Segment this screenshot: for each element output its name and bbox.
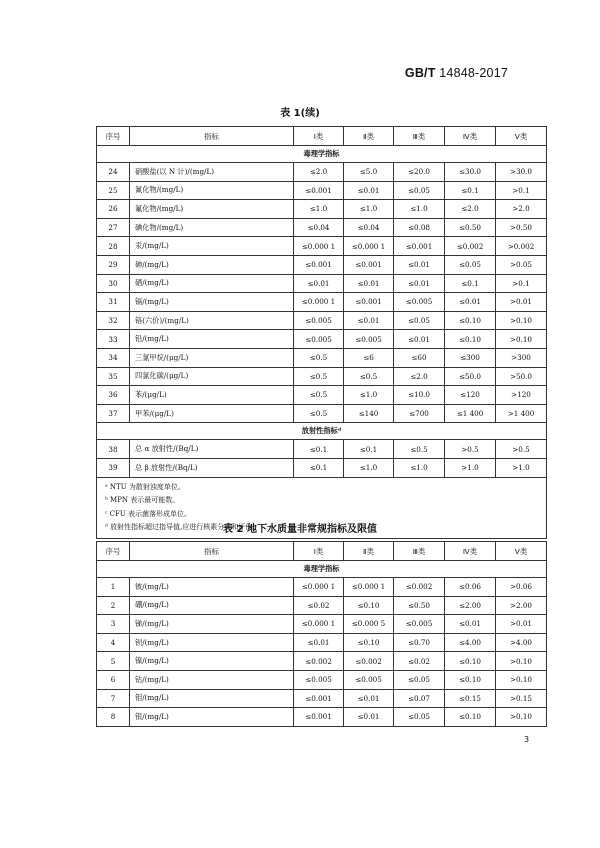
- cell-indicator: 氟化物/(mg/L): [130, 200, 294, 219]
- cell-class-1: ≤2.0: [294, 163, 344, 182]
- cell-class-3: ≤0.01: [394, 274, 445, 293]
- cell-index: 3: [97, 615, 130, 634]
- cell-class-5: >2.0: [496, 200, 547, 219]
- cell-class-2: ≤0.04: [344, 218, 394, 237]
- table-row: [97, 689, 547, 708]
- table-row: [97, 348, 547, 367]
- cell-class-4: ≤0.50: [445, 218, 496, 237]
- table-row: [97, 293, 547, 312]
- cell-class-4: ≤120: [445, 386, 496, 405]
- cell-class-3: ≤2.0: [394, 367, 445, 386]
- cell-class-2: ≤0.10: [344, 633, 394, 652]
- col-header-class-4: Ⅳ类: [445, 542, 496, 561]
- table1-header-row: [97, 127, 547, 146]
- cell-class-3: ≤1.0: [394, 458, 445, 477]
- cell-class-1: ≤1.0: [294, 200, 344, 219]
- footnote: ᵇ MPN 表示最可能数。: [105, 496, 180, 504]
- cell-indicator: 苯/(μg/L): [130, 386, 294, 405]
- cell-index: 28: [97, 237, 130, 256]
- cell-class-3: ≤20.0: [394, 163, 445, 182]
- col-header-class-4: Ⅳ类: [445, 127, 496, 146]
- cell-class-3: ≤0.002: [394, 578, 445, 597]
- cell-class-4: ≤0.10: [445, 708, 496, 727]
- cell-class-3: ≤0.05: [394, 311, 445, 330]
- cell-class-3: ≤0.005: [394, 293, 445, 312]
- cell-index: 6: [97, 670, 130, 689]
- cell-class-1: ≤0.001: [294, 255, 344, 274]
- cell-class-3: ≤10.0: [394, 386, 445, 405]
- cell-indicator: 四氯化碳/(μg/L): [130, 367, 294, 386]
- cell-class-2: ≤0.5: [344, 367, 394, 386]
- cell-class-1: ≤0.04: [294, 218, 344, 237]
- cell-class-1: ≤0.1: [294, 440, 344, 459]
- cell-class-5: >0.15: [496, 689, 547, 708]
- cell-indicator: 砷/(mg/L): [130, 255, 294, 274]
- standard-code: [405, 66, 508, 80]
- cell-class-5: >0.10: [496, 311, 547, 330]
- cell-index: 36: [97, 386, 130, 405]
- cell-class-2: ≤0.000 1: [344, 237, 394, 256]
- table-row: [97, 255, 547, 274]
- cell-class-1: ≤0.001: [294, 708, 344, 727]
- table2-caption: 表 2 地下水质量非常规指标及限值: [223, 524, 377, 535]
- cell-class-5: >120: [496, 386, 547, 405]
- cell-class-4: ≤0.01: [445, 293, 496, 312]
- table2: [96, 541, 547, 727]
- cell-index: 8: [97, 708, 130, 727]
- cell-indicator: 硼/(mg/L): [130, 596, 294, 615]
- section-row-radioactivity: [97, 423, 547, 440]
- cell-class-1: ≤0.005: [294, 670, 344, 689]
- cell-class-4: ≤0.15: [445, 689, 496, 708]
- standard-number: 14848-2017: [439, 66, 508, 80]
- cell-class-4: ≤30.0: [445, 163, 496, 182]
- cell-class-2: ≤0.10: [344, 596, 394, 615]
- cell-class-5: >30.0: [496, 163, 547, 182]
- cell-indicator: 硝酸盐(以 N 计)/(mg/L): [130, 163, 294, 182]
- cell-class-2: ≤0.01: [344, 689, 394, 708]
- cell-class-3: ≤0.05: [394, 181, 445, 200]
- cell-class-1: ≤0.001: [294, 181, 344, 200]
- cell-class-5: >0.1: [496, 181, 547, 200]
- table-row: [97, 163, 547, 182]
- section-label: 毒理学指标: [97, 561, 547, 578]
- col-header-class-3: Ⅲ类: [394, 542, 445, 561]
- cell-class-1: ≤0.005: [294, 330, 344, 349]
- cell-class-4: ≤0.10: [445, 652, 496, 671]
- cell-class-4: ≤4.00: [445, 633, 496, 652]
- cell-class-1: ≤0.5: [294, 404, 344, 423]
- cell-class-2: ≤0.01: [344, 274, 394, 293]
- cell-class-5: >0.50: [496, 218, 547, 237]
- section-label: 放射性指标ᵈ: [97, 423, 547, 440]
- cell-class-2: ≤1.0: [344, 458, 394, 477]
- cell-class-5: >2.00: [496, 596, 547, 615]
- cell-class-1: ≤0.001: [294, 689, 344, 708]
- cell-indicator: 铍/(mg/L): [130, 578, 294, 597]
- page-number: 3: [524, 735, 530, 744]
- cell-indicator: 钡/(mg/L): [130, 633, 294, 652]
- table-row: [97, 367, 547, 386]
- cell-index: 1: [97, 578, 130, 597]
- cell-index: 7: [97, 689, 130, 708]
- cell-class-2: ≤0.002: [344, 652, 394, 671]
- table-row: [97, 311, 547, 330]
- section-row-toxicology: [97, 146, 547, 163]
- cell-class-5: >300: [496, 348, 547, 367]
- cell-class-5: >0.10: [496, 652, 547, 671]
- table-row: [97, 404, 547, 423]
- section-label: 毒理学指标: [97, 146, 547, 163]
- cell-class-1: ≤0.000 1: [294, 293, 344, 312]
- cell-class-2: ≤0.01: [344, 708, 394, 727]
- cell-class-5: >0.10: [496, 708, 547, 727]
- cell-class-2: ≤0.1: [344, 440, 394, 459]
- cell-class-5: >0.10: [496, 670, 547, 689]
- cell-class-3: ≤0.70: [394, 633, 445, 652]
- cell-class-1: ≤0.000 1: [294, 578, 344, 597]
- table-row: [97, 578, 547, 597]
- cell-class-2: ≤6: [344, 348, 394, 367]
- cell-indicator: 甲苯/(μg/L): [130, 404, 294, 423]
- cell-class-4: ≤0.06: [445, 578, 496, 597]
- cell-class-1: ≤0.000 1: [294, 237, 344, 256]
- cell-class-3: ≤1.0: [394, 200, 445, 219]
- table2-header-row: [97, 542, 547, 561]
- col-header-class-2: Ⅱ类: [344, 127, 394, 146]
- table-row: [97, 458, 547, 477]
- table-row: [97, 218, 547, 237]
- cell-index: 39: [97, 458, 130, 477]
- cell-class-1: ≤0.01: [294, 274, 344, 293]
- cell-class-2: ≤0.005: [344, 670, 394, 689]
- col-header-class-2: Ⅱ类: [344, 542, 394, 561]
- cell-class-5: >1 400: [496, 404, 547, 423]
- col-header-class-3: Ⅲ类: [394, 127, 445, 146]
- cell-index: 25: [97, 181, 130, 200]
- cell-indicator: 铅/(mg/L): [130, 330, 294, 349]
- cell-index: 31: [97, 293, 130, 312]
- cell-class-1: ≤0.000 1: [294, 615, 344, 634]
- table-row: [97, 670, 547, 689]
- cell-class-3: ≤0.5: [394, 440, 445, 459]
- table-row: [97, 237, 547, 256]
- standard-prefix: GB/T: [404, 66, 436, 80]
- cell-index: 5: [97, 652, 130, 671]
- cell-index: 27: [97, 218, 130, 237]
- cell-class-3: ≤0.07: [394, 689, 445, 708]
- cell-class-4: ≤0.002: [445, 237, 496, 256]
- cell-class-3: ≤0.01: [394, 330, 445, 349]
- section-row-toxicology: [97, 561, 547, 578]
- cell-class-3: ≤0.01: [394, 255, 445, 274]
- cell-indicator: 碘化物/(mg/L): [130, 218, 294, 237]
- cell-class-2: ≤0.005: [344, 330, 394, 349]
- cell-class-3: ≤0.08: [394, 218, 445, 237]
- cell-index: 4: [97, 633, 130, 652]
- cell-class-2: ≤140: [344, 404, 394, 423]
- cell-class-5: >0.06: [496, 578, 547, 597]
- cell-class-1: ≤0.01: [294, 633, 344, 652]
- cell-class-1: ≤0.5: [294, 386, 344, 405]
- cell-class-5: >0.05: [496, 255, 547, 274]
- cell-class-5: >0.01: [496, 615, 547, 634]
- cell-indicator: 铬(六价)/(mg/L): [130, 311, 294, 330]
- cell-index: 26: [97, 200, 130, 219]
- cell-class-5: >50.0: [496, 367, 547, 386]
- table-row: [97, 274, 547, 293]
- cell-class-3: ≤0.50: [394, 596, 445, 615]
- cell-class-5: >0.01: [496, 293, 547, 312]
- cell-class-4: ≤0.01: [445, 615, 496, 634]
- cell-indicator: 钼/(mg/L): [130, 689, 294, 708]
- cell-class-2: ≤5.0: [344, 163, 394, 182]
- cell-index: 32: [97, 311, 130, 330]
- cell-class-2: ≤0.000 1: [344, 578, 394, 597]
- cell-class-1: ≤0.1: [294, 458, 344, 477]
- col-header-indicator: 指标: [130, 542, 294, 561]
- cell-class-4: ≤50.0: [445, 367, 496, 386]
- cell-index: 38: [97, 440, 130, 459]
- cell-indicator: 总 β 放射性/(Bq/L): [130, 458, 294, 477]
- cell-class-4: ≤2.0: [445, 200, 496, 219]
- cell-class-1: ≤0.5: [294, 367, 344, 386]
- cell-class-3: ≤0.05: [394, 670, 445, 689]
- table-row: [97, 330, 547, 349]
- cell-class-3: ≤700: [394, 404, 445, 423]
- cell-class-5: >0.002: [496, 237, 547, 256]
- table-row: [97, 615, 547, 634]
- cell-index: 30: [97, 274, 130, 293]
- cell-index: 29: [97, 255, 130, 274]
- cell-class-5: >1.0: [496, 458, 547, 477]
- col-header-index: 序号: [97, 127, 130, 146]
- cell-class-3: ≤0.05: [394, 708, 445, 727]
- cell-class-2: ≤0.001: [344, 293, 394, 312]
- col-header-class-1: Ⅰ类: [294, 542, 344, 561]
- footnote: ᶜ CFU 表示菌落形成单位。: [105, 509, 191, 518]
- cell-index: 35: [97, 367, 130, 386]
- cell-class-4: ≤300: [445, 348, 496, 367]
- cell-indicator: 总 α 放射性/(Bq/L): [130, 440, 294, 459]
- table-row: [97, 386, 547, 405]
- cell-class-2: ≤0.01: [344, 181, 394, 200]
- footnote: ᵃ NTU 为散射浊度单位。: [105, 482, 185, 491]
- cell-indicator: 锑/(mg/L): [130, 615, 294, 634]
- cell-class-4: >0.5: [445, 440, 496, 459]
- table-row: [97, 440, 547, 459]
- cell-indicator: 汞/(mg/L): [130, 237, 294, 256]
- cell-class-2: ≤1.0: [344, 200, 394, 219]
- cell-indicator: 硒/(mg/L): [130, 274, 294, 293]
- cell-class-1: ≤0.5: [294, 348, 344, 367]
- cell-indicator: 银/(mg/L): [130, 708, 294, 727]
- cell-class-4: ≤2.00: [445, 596, 496, 615]
- cell-class-4: ≤0.05: [445, 255, 496, 274]
- col-header-indicator: 指标: [130, 127, 294, 146]
- cell-indicator: 三氯甲烷/(μg/L): [130, 348, 294, 367]
- cell-class-2: ≤0.01: [344, 311, 394, 330]
- cell-indicator: 镍/(mg/L): [130, 652, 294, 671]
- cell-class-5: >0.5: [496, 440, 547, 459]
- table-row: [97, 652, 547, 671]
- cell-class-1: ≤0.02: [294, 596, 344, 615]
- cell-class-5: >0.10: [496, 330, 547, 349]
- col-header-class-5: Ⅴ类: [496, 127, 547, 146]
- cell-class-5: >0.1: [496, 274, 547, 293]
- cell-class-2: ≤1.0: [344, 386, 394, 405]
- cell-indicator: 氰化物/(mg/L): [130, 181, 294, 200]
- cell-class-3: ≤0.001: [394, 237, 445, 256]
- cell-index: 2: [97, 596, 130, 615]
- table-row: [97, 708, 547, 727]
- cell-class-2: ≤0.001: [344, 255, 394, 274]
- cell-class-4: ≤0.1: [445, 181, 496, 200]
- table1-caption: 表 1(续): [280, 108, 320, 119]
- table-row: [97, 633, 547, 652]
- table-row: [97, 596, 547, 615]
- cell-class-3: ≤0.02: [394, 652, 445, 671]
- cell-index: 33: [97, 330, 130, 349]
- cell-class-3: ≤60: [394, 348, 445, 367]
- cell-index: 24: [97, 163, 130, 182]
- cell-class-4: ≤0.1: [445, 274, 496, 293]
- cell-class-4: ≤0.10: [445, 330, 496, 349]
- cell-class-5: >4.00: [496, 633, 547, 652]
- cell-indicator: 镉/(mg/L): [130, 293, 294, 312]
- col-header-index: 序号: [97, 542, 130, 561]
- table-row: [97, 181, 547, 200]
- cell-class-4: ≤0.10: [445, 670, 496, 689]
- cell-class-1: ≤0.005: [294, 311, 344, 330]
- cell-index: 37: [97, 404, 130, 423]
- cell-class-2: ≤0.000 5: [344, 615, 394, 634]
- col-header-class-5: Ⅴ类: [496, 542, 547, 561]
- cell-class-4: >1.0: [445, 458, 496, 477]
- cell-class-3: ≤0.005: [394, 615, 445, 634]
- cell-class-4: ≤1 400: [445, 404, 496, 423]
- cell-class-1: ≤0.002: [294, 652, 344, 671]
- table1: [96, 126, 547, 539]
- cell-indicator: 钴/(mg/L): [130, 670, 294, 689]
- cell-index: 34: [97, 348, 130, 367]
- table-row: [97, 200, 547, 219]
- col-header-class-1: Ⅰ类: [294, 127, 344, 146]
- footnote: ᵈ 放射性指标超过指导值,应进行核素分析和评价。: [105, 523, 260, 531]
- cell-class-4: ≤0.10: [445, 311, 496, 330]
